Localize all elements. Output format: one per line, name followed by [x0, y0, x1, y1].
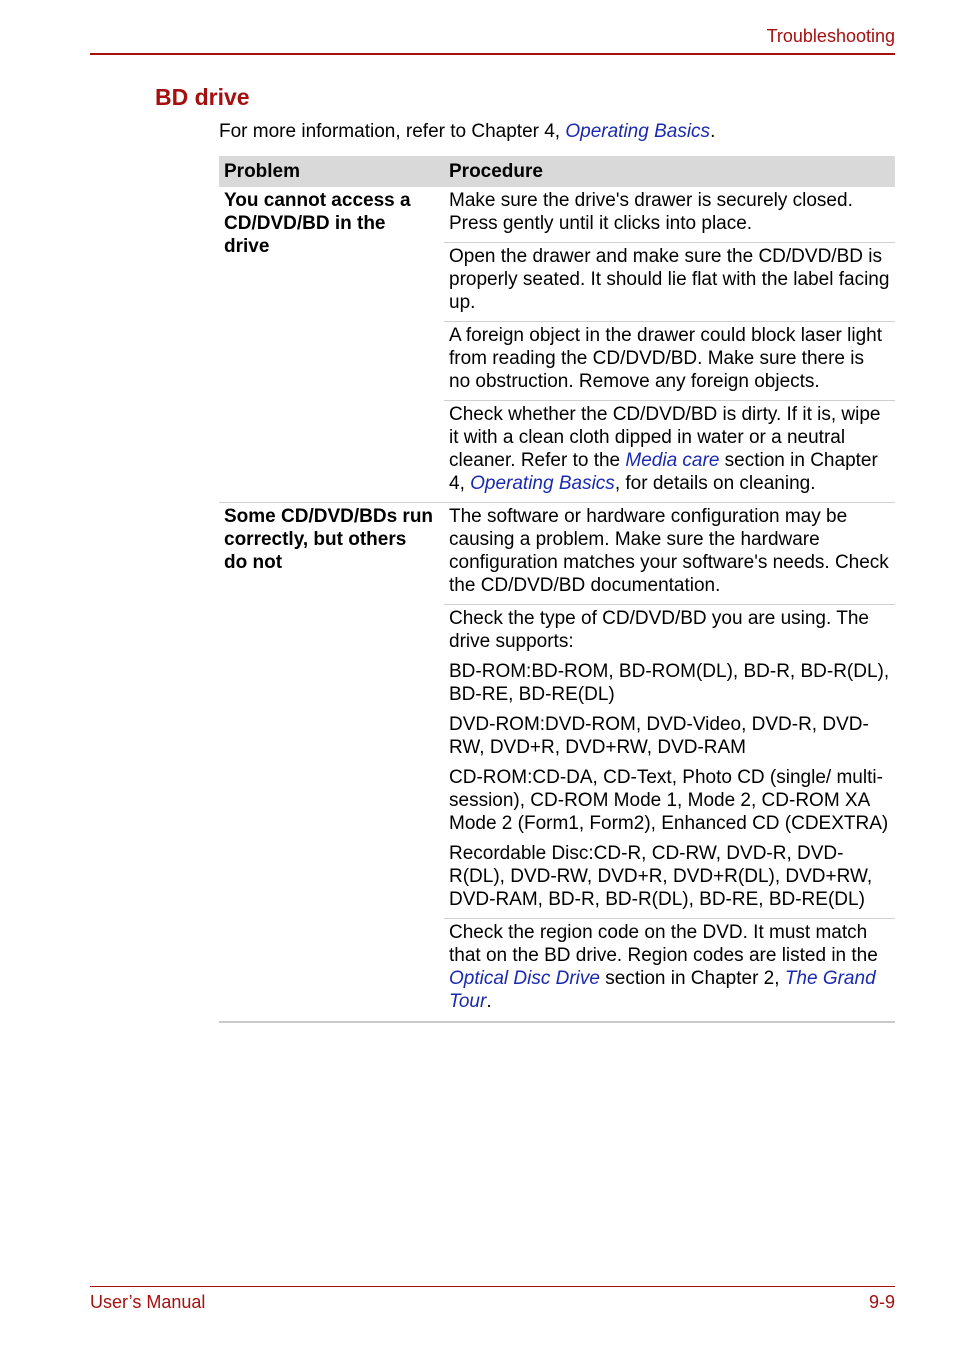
procedure-cell	[444, 401, 895, 502]
intro-text: For more information, refer to Chapter 4,	[219, 121, 566, 142]
problem-cell: Some CD/DVD/BDs run correctly, but others do not	[224, 506, 434, 573]
procedure-cell	[444, 322, 895, 401]
procedure-cell	[444, 919, 895, 1021]
troubleshooting-table	[219, 156, 895, 1023]
procedure-cell	[444, 243, 895, 322]
supported-bd-formats: BD-ROM:BD-ROM, BD-ROM(DL), BD-R, BD-R(DL), BD-RE, BD-RE(DL)	[449, 661, 890, 705]
table-header-row	[219, 156, 895, 187]
operating-basics-link[interactable]: Operating Basics	[565, 121, 711, 142]
procedure-text-part: , for details on cleaning.	[614, 473, 816, 494]
procedure-cell	[444, 605, 895, 919]
header-rule	[90, 53, 895, 55]
procedure-text	[449, 921, 890, 1013]
intro-paragraph	[219, 120, 715, 143]
procedure-cell	[444, 187, 895, 243]
procedure-text: Open the drawer and make sure the CD/DVD/BD is properly seated. It should lie flat with the label facing up.	[449, 246, 890, 313]
page-number: 9-9	[868, 1292, 895, 1312]
procedure-text: Check the type of CD/DVD/BD you are using. The drive supports:	[449, 608, 869, 652]
procedure-text	[449, 403, 890, 495]
operating-basics-link[interactable]: Operating Basics	[470, 473, 615, 494]
procedure-text: The software or hardware configuration may be causing a problem. Make sure the hardware configuration matches your software's needs. Check the CD/DVD/BD documentation.	[449, 506, 889, 596]
header-problem: Problem	[224, 161, 301, 182]
problem-cell: You cannot access a CD/DVD/BD in the drive	[224, 190, 411, 257]
procedure-text-part: Check the region code on the DVD. It must match that on the BD drive. Region codes are listed in the	[449, 922, 878, 966]
footer-rule	[90, 1286, 895, 1287]
procedure-text: A foreign object in the drawer could block laser light from reading the CD/DVD/BD. Make sure there is no obstruction. Remove any foreign objects.	[449, 325, 883, 392]
intro-suffix: .	[710, 121, 716, 142]
grand-tour-link[interactable]: The Grand Tour	[449, 968, 876, 1012]
table-row-group	[219, 187, 895, 502]
media-care-link[interactable]: Media care	[625, 450, 720, 471]
header-procedure: Procedure	[449, 161, 543, 182]
procedure-list	[444, 187, 895, 502]
table-bottom-rule	[219, 1021, 895, 1023]
table-row-group	[219, 503, 895, 1021]
supported-recordable-formats: Recordable Disc:CD-R, CD-RW, DVD-R, DVD-R(DL), DVD-RW, DVD+R, DVD+R(DL), DVD+RW, DVD-RAM, BD-R, BD-R(DL), BD-RE, BD-RE(DL)	[449, 843, 873, 910]
footer-manual-title: User’s Manual	[90, 1292, 206, 1312]
procedure-text-part: Check whether the CD/DVD/BD is dirty. If it is, wipe it with a clean cloth dipped in water or a neutral cleaner. Refer to the	[449, 404, 881, 471]
procedure-text-part: .	[486, 991, 492, 1012]
supported-dvd-formats: DVD-ROM:DVD-ROM, DVD-Video, DVD-R, DVD-RW, DVD+R, DVD+RW, DVD-RAM	[449, 714, 869, 758]
procedure-list	[444, 503, 895, 1021]
procedure-cell	[444, 503, 895, 605]
procedure-text: Make sure the drive's drawer is securely closed. Press gently until it clicks into place.	[449, 190, 853, 234]
procedure-text-part: section in Chapter 2,	[599, 968, 785, 989]
optical-disc-drive-link[interactable]: Optical Disc Drive	[449, 968, 600, 989]
running-header: Troubleshooting	[766, 26, 895, 46]
supported-cd-formats: CD-ROM:CD-DA, CD-Text, Photo CD (single/ multi-session), CD-ROM Mode 1, Mode 2, CD-ROM XA Mode 2 (Form1, Form2), Enhanced CD (CDEXTRA)	[449, 767, 889, 834]
section-title: BD drive	[155, 84, 250, 110]
procedure-text-part: section in Chapter 4,	[449, 450, 878, 494]
